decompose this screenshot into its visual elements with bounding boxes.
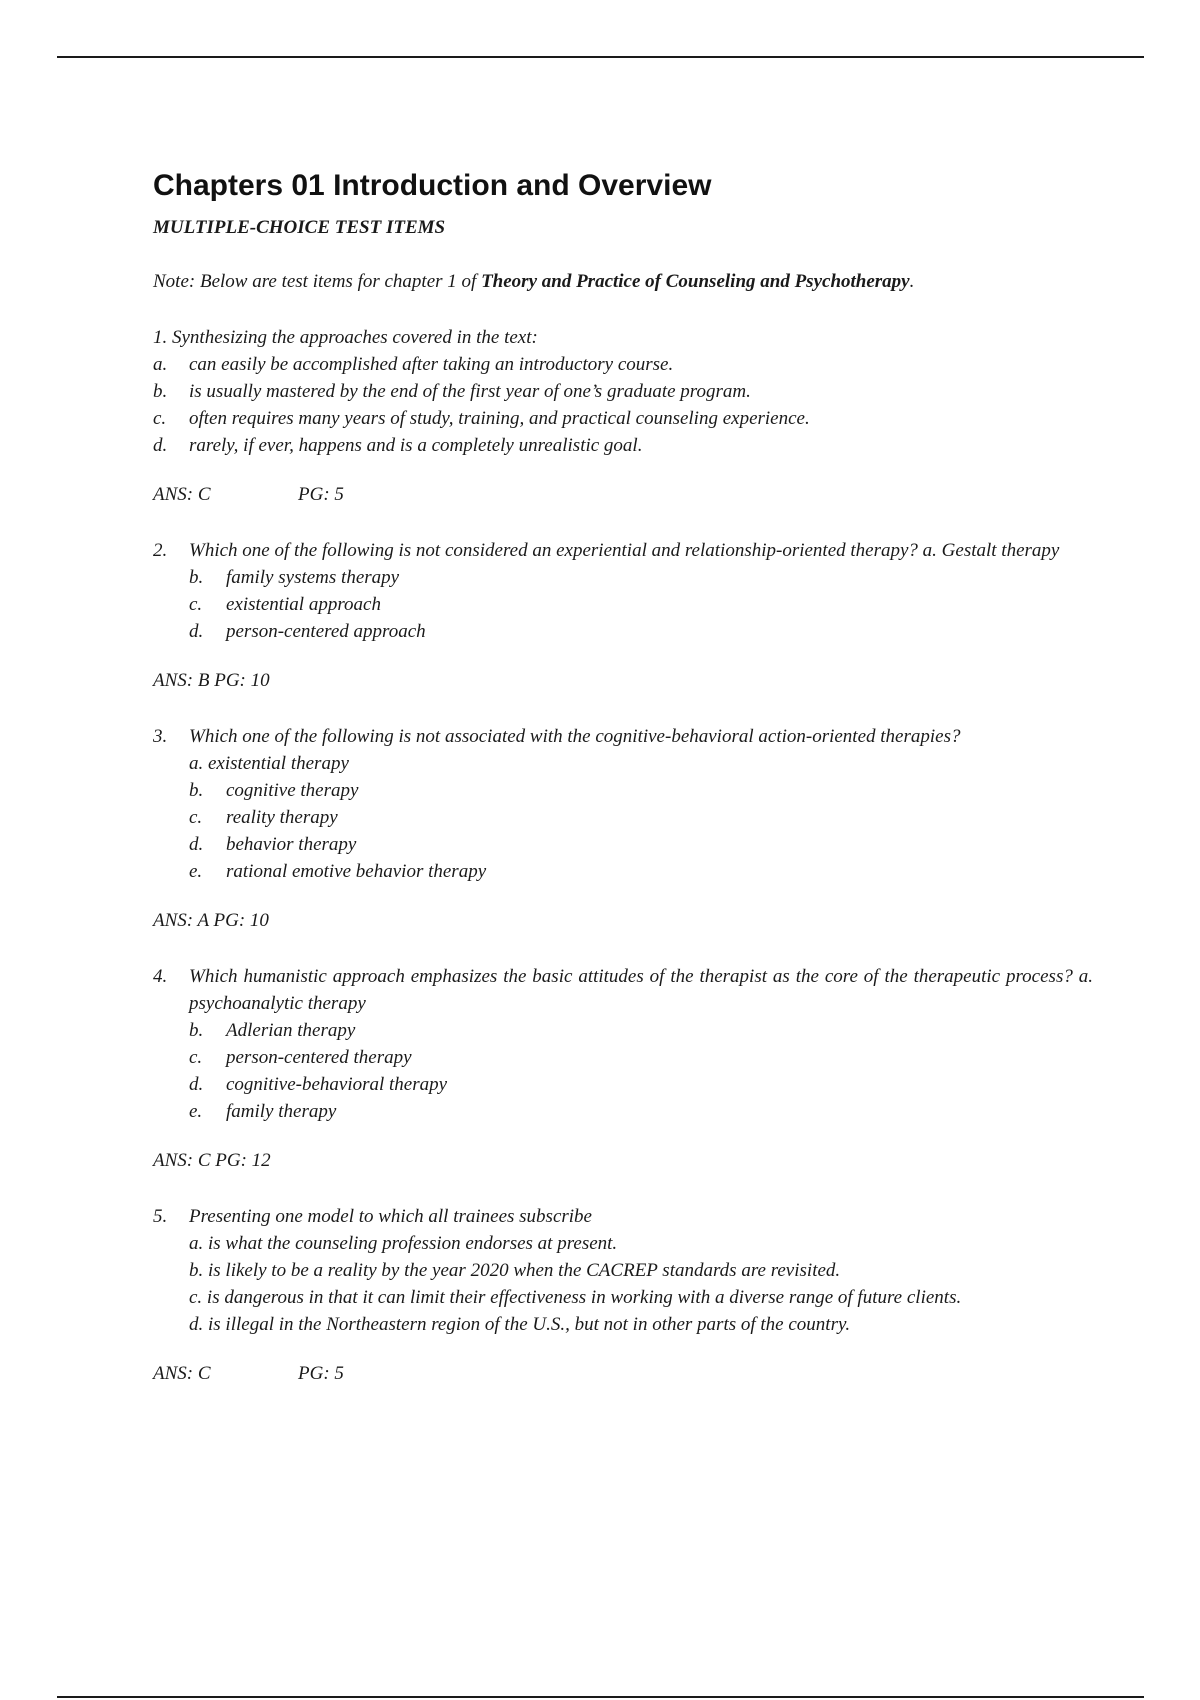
option-letter: a. xyxy=(153,354,168,375)
question-text: Synthesizing the approaches covered in the text: xyxy=(172,327,538,348)
chapter-title: Chapters 01 Introduction and Overview xyxy=(153,169,712,202)
question-number: 2. xyxy=(153,540,168,561)
option-b xyxy=(189,564,1093,591)
document-body xyxy=(153,168,1093,1387)
question-stem xyxy=(153,324,1093,351)
option-text: cognitive therapy xyxy=(226,780,359,801)
question-stem xyxy=(153,963,1093,1017)
option-text: existential approach xyxy=(226,594,381,615)
option-letter: b. xyxy=(189,780,204,801)
option-text: behavior therapy xyxy=(226,834,357,855)
option-text: is usually mastered by the end of the first year of one’s graduate program. xyxy=(189,381,751,402)
option-c xyxy=(189,804,1093,831)
question-number: 5. xyxy=(153,1206,168,1227)
question-3 xyxy=(153,723,1093,885)
option-d: d. is illegal in the Northeastern region of the U.S., but not in other parts of the country. xyxy=(189,1314,851,1335)
option-d xyxy=(189,1071,1093,1098)
option-letter: d. xyxy=(153,435,168,456)
answer-key: ANS: C xyxy=(153,1363,211,1384)
question-text: Which one of the following is not considered an experiential and relationship-oriented therapy? a. Gestalt therapy xyxy=(189,540,1060,561)
answer-key: ANS: C xyxy=(153,484,211,505)
option-letter: b. xyxy=(189,1020,204,1041)
option-text: rarely, if ever, happens and is a completely unrealistic goal. xyxy=(189,435,643,456)
option-a: a. is what the counseling profession endorses at present. xyxy=(189,1233,618,1254)
option-letter: d. xyxy=(189,1074,204,1095)
option-text: family therapy xyxy=(226,1101,337,1122)
option-b xyxy=(189,777,1093,804)
section-heading: MULTIPLE-CHOICE TEST ITEMS xyxy=(153,217,446,238)
option-c xyxy=(189,1044,1093,1071)
question-options xyxy=(153,1230,1093,1338)
answer-3: ANS: A PG: 10 xyxy=(153,910,269,931)
question-number: 4. xyxy=(153,966,168,987)
option-letter: e. xyxy=(189,861,203,882)
option-text: family systems therapy xyxy=(226,567,400,588)
option-b: b. is likely to be a reality by the year 2020 when the CACREP standards are revisited. xyxy=(189,1260,841,1281)
question-number: 3. xyxy=(153,726,168,747)
option-letter: c. xyxy=(189,807,203,828)
answer-5 xyxy=(153,1361,1093,1387)
option-text: can easily be accomplished after taking an introductory course. xyxy=(189,354,674,375)
option-text: person-centered approach xyxy=(226,621,426,642)
bottom-rule xyxy=(57,1696,1144,1698)
option-e xyxy=(189,1098,1093,1125)
option-d xyxy=(153,432,1093,459)
question-options xyxy=(153,750,1093,885)
option-c xyxy=(189,591,1093,618)
option-letter: d. xyxy=(189,834,204,855)
answer-page: PG: 5 xyxy=(298,1363,344,1384)
option-letter: c. xyxy=(153,408,167,429)
note-prefix: Note: Below are test items for chapter 1 of xyxy=(153,271,482,292)
option-d xyxy=(189,618,1093,645)
question-text: Presenting one model to which all trainees subscribe xyxy=(189,1206,592,1227)
question-stem xyxy=(153,1203,1093,1230)
option-c: c. is dangerous in that it can limit their effectiveness in working with a diverse range of future clients. xyxy=(189,1287,962,1308)
option-text: cognitive-behavioral therapy xyxy=(226,1074,448,1095)
option-b xyxy=(153,378,1093,405)
question-number: 1. xyxy=(153,327,168,348)
question-text: Which humanistic approach emphasizes the basic attitudes of the therapist as the core of the therapeutic process? a. psychoanalytic therapy xyxy=(189,966,1093,1014)
option-letter: b. xyxy=(153,381,168,402)
option-text: person-centered therapy xyxy=(226,1047,412,1068)
question-stem xyxy=(153,723,1093,750)
option-d xyxy=(189,831,1093,858)
option-letter: e. xyxy=(189,1101,203,1122)
option-text: reality therapy xyxy=(226,807,338,828)
question-options xyxy=(153,1017,1093,1125)
answer-1 xyxy=(153,482,1093,508)
book-title: Theory and Practice of Counseling and Psychotherapy xyxy=(481,271,910,292)
question-options xyxy=(153,564,1093,645)
option-a xyxy=(153,351,1093,378)
answer-4: ANS: C PG: 12 xyxy=(153,1150,271,1171)
option-c xyxy=(153,405,1093,432)
option-a: a. existential therapy xyxy=(189,753,349,774)
option-letter: c. xyxy=(189,594,203,615)
note-suffix: . xyxy=(909,271,915,292)
question-5 xyxy=(153,1203,1093,1338)
question-1 xyxy=(153,324,1093,459)
option-text: often requires many years of study, training, and practical counseling experience. xyxy=(189,408,810,429)
answer-page: PG: 5 xyxy=(298,484,344,505)
question-4 xyxy=(153,963,1093,1125)
question-2 xyxy=(153,537,1093,645)
option-e xyxy=(189,858,1093,885)
option-b xyxy=(189,1017,1093,1044)
option-letter: c. xyxy=(189,1047,203,1068)
note xyxy=(153,269,1093,295)
option-text: rational emotive behavior therapy xyxy=(226,861,487,882)
question-text: Which one of the following is not associated with the cognitive-behavioral action-oriented therapies? xyxy=(189,726,961,747)
top-rule xyxy=(57,56,1144,58)
answer-2: ANS: B PG: 10 xyxy=(153,670,270,691)
option-letter: d. xyxy=(189,621,204,642)
question-stem xyxy=(153,537,1093,564)
option-text: Adlerian therapy xyxy=(226,1020,356,1041)
option-letter: b. xyxy=(189,567,204,588)
